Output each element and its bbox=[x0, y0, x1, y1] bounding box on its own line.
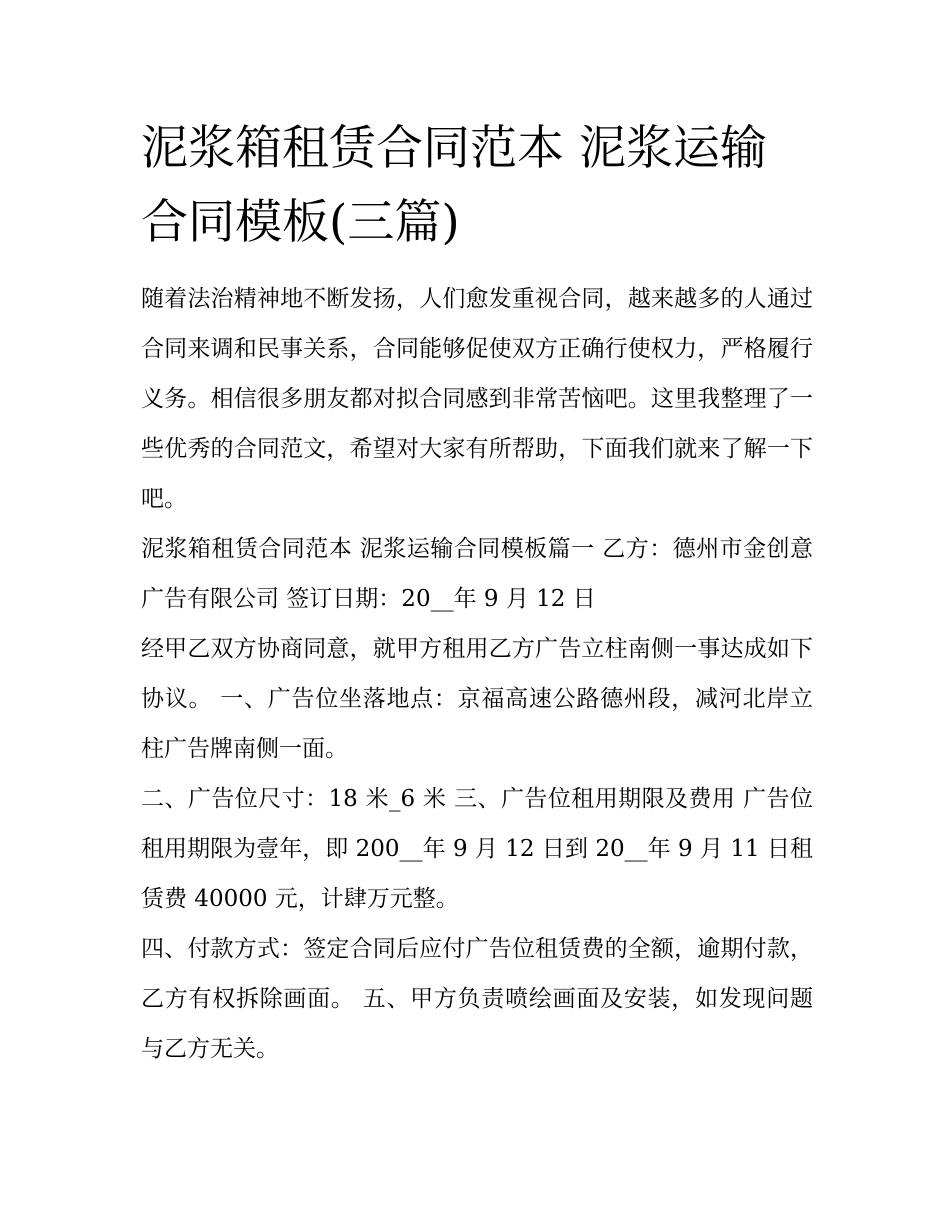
paragraph-size-term: 二、广告位尺寸：18 米_6 米 三、广告位租用期限及费用 广告位租用期限为壹年，即 200__年 9 月 12 日到 20__年 9 月 11 日租赁费 40000 元，计肆万元整。 bbox=[141, 786, 813, 912]
document-body bbox=[141, 112, 813, 1074]
paragraph-location: 经甲乙双方协商同意，就甲方租用乙方广告立柱南侧一事达成如下协议。 一、广告位坐落地点：京福高速公路德州段，减河北岸立柱广告牌南侧一面。 bbox=[141, 636, 813, 762]
paragraph-intro: 随着法治精神地不断发扬，人们愈发重视合同，越来越多的人通过合同来调和民事关系，合同能够促使双方正确行使权力，严格履行义务。相信很多朋友都对拟合同感到非常苦恼吧。这里我整理了一些优秀的合同范文，希望对大家有所帮助，下面我们就来了解一下吧。 bbox=[141, 286, 813, 512]
document-title: 泥浆箱租赁合同范本 泥浆运输合同模板(三篇) bbox=[141, 121, 767, 250]
paragraph-parties: 泥浆箱租赁合同范本 泥浆运输合同模板篇一 乙方：德州市金创意广告有限公司 签订日期：20__年 9 月 12 日 bbox=[141, 536, 813, 612]
paragraph-payment: 四、付款方式：签定合同后应付广告位租赁费的全额，逾期付款，乙方有权拆除画面。 五、甲方负责喷绘画面及安装，如发现问题与乙方无关。 bbox=[141, 936, 813, 1062]
